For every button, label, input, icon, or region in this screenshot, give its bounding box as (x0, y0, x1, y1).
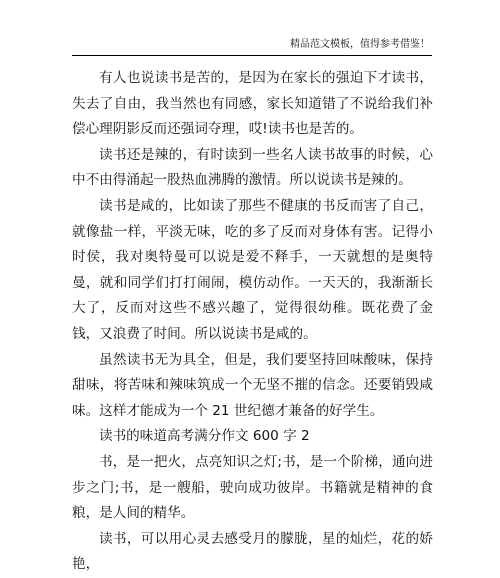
paragraph-4: 虽然读书无为具全，但是，我们要坚持回味酸味，保持甜味，将苦味和辣味筑成一个无坚不摧的信念。还要销毁咸味。这样才能成为一个 21 世纪德才兼备的好学生。 (72, 351, 433, 419)
paragraph-2: 读书还是辣的，有时读到一些名人读书故事的时候，心中不由得涌起一股热血沸腾的激情。所以说读书是辣的。 (72, 146, 433, 189)
paragraph-3: 读书是咸的，比如读了那些不健康的书反而害了自己，就像盐一样，平淡无味，吃的多了反而对身体有害。记得小时侯，我对奥特曼可以说是爱不释手，一天就想的是奥特曼，就和同学们打打闹闹，模仿动作。一天天的，我渐渐长大了，反而对这些不感兴趣了，觉得很幼稚。既花费了金钱，又浪费了时间。所以说读书是咸的。 (72, 197, 433, 342)
paragraph-6: 读书，可以用心灵去感受月的朦胧，星的灿烂，花的娇艳， (72, 530, 433, 573)
paragraph-5: 书，是一把火，点亮知识之灯;书，是一个阶梯，通向进步之门;书，是一艘船，驶向成功彼岸。书籍就是精神的食粮，是人间的精华。 (72, 453, 433, 522)
page-header (72, 36, 432, 56)
document-body (72, 66, 433, 578)
section-title: 读书的味道高考满分作文 600 字 2 (99, 428, 310, 445)
header-text: 精品范文模板，值得参考借鉴！ (290, 39, 430, 50)
paragraph-1: 有人也说读书是苦的，是因为在家长的强迫下才读书，失去了自由，我当然也有同感，家长知道错了不说给我们补偿心理阴影反而还强词夺理，哎!读书也是苦的。 (72, 70, 433, 138)
